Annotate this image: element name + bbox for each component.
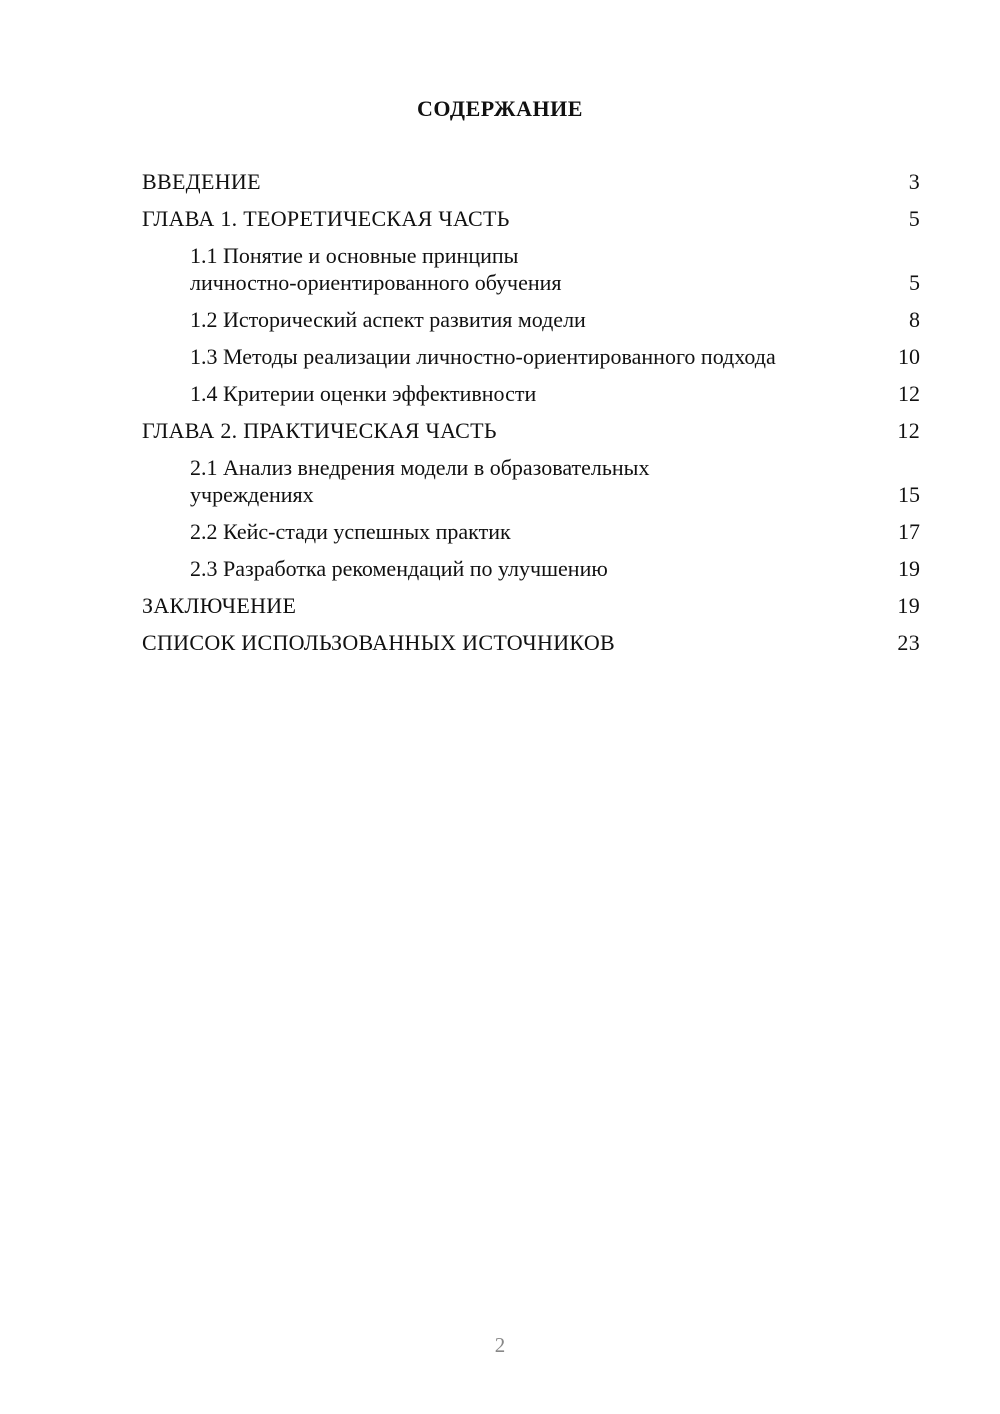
toc-entry-conclusion[interactable] <box>142 592 920 619</box>
toc-entry-chapter-1[interactable] <box>142 205 920 232</box>
toc-entry-label: 2.1 Анализ внедрения модели в образовательных учреждениях <box>190 455 650 507</box>
toc-entry-page: 5 <box>908 206 920 231</box>
toc-entry-label: ГЛАВА 1. ТЕОРЕТИЧЕСКАЯ ЧАСТЬ <box>142 206 510 231</box>
toc-entry-page: 12 <box>897 418 920 443</box>
toc-entry-page: 19 <box>898 556 920 581</box>
toc-entry-introduction[interactable] <box>142 168 920 195</box>
toc-entry-chapter-2[interactable] <box>142 417 920 444</box>
toc-entry-page: 17 <box>898 519 920 544</box>
toc-entry-label: СПИСОК ИСПОЛЬЗОВАННЫХ ИСТОЧНИКОВ <box>142 630 615 655</box>
toc-entry-label: ЗАКЛЮЧЕНИЕ <box>142 593 297 618</box>
toc-entry-page: 5 <box>909 270 920 295</box>
toc-entry-label: 1.1 Понятие и основные принципы личностно-ориентированного обучения <box>190 243 562 295</box>
toc-entry-page: 10 <box>898 344 920 369</box>
toc-entry-page: 3 <box>908 169 920 194</box>
toc-entry-label: ВВЕДЕНИЕ <box>142 169 261 194</box>
toc-entry-label: 1.3 Методы реализации личностно-ориентированного подхода <box>190 344 776 369</box>
toc-entry-label: ГЛАВА 2. ПРАКТИЧЕСКАЯ ЧАСТЬ <box>142 418 497 443</box>
toc-entry-section-1-3[interactable] <box>142 343 920 370</box>
toc-entry-section-1-2[interactable] <box>142 306 920 333</box>
toc-entry-label: 1.2 Исторический аспект развития модели <box>190 307 586 332</box>
toc-entry-page: 15 <box>898 482 920 507</box>
toc-entry-section-1-1[interactable] <box>142 242 920 296</box>
toc-entry-page: 12 <box>898 381 920 406</box>
toc-title: СОДЕРЖАНИЕ <box>417 96 583 121</box>
toc-entry-label: 2.3 Разработка рекомендаций по улучшению <box>190 556 608 581</box>
toc-entry-section-2-2[interactable] <box>142 518 920 545</box>
toc-entry-references[interactable] <box>142 629 920 656</box>
toc-entry-section-2-3[interactable] <box>142 555 920 582</box>
toc-entry-page: 19 <box>897 593 920 618</box>
toc-entry-page: 23 <box>897 630 920 655</box>
toc-entry-label: 1.4 Критерии оценки эффективности <box>190 381 537 406</box>
toc-entry-page: 8 <box>909 307 920 332</box>
toc-entry-section-1-4[interactable] <box>142 380 920 407</box>
toc-entry-section-2-1[interactable] <box>142 454 920 508</box>
toc-entry-label: 2.2 Кейс-стади успешных практик <box>190 519 511 544</box>
toc-list <box>142 168 920 666</box>
page-number: 2 <box>494 1333 506 1357</box>
